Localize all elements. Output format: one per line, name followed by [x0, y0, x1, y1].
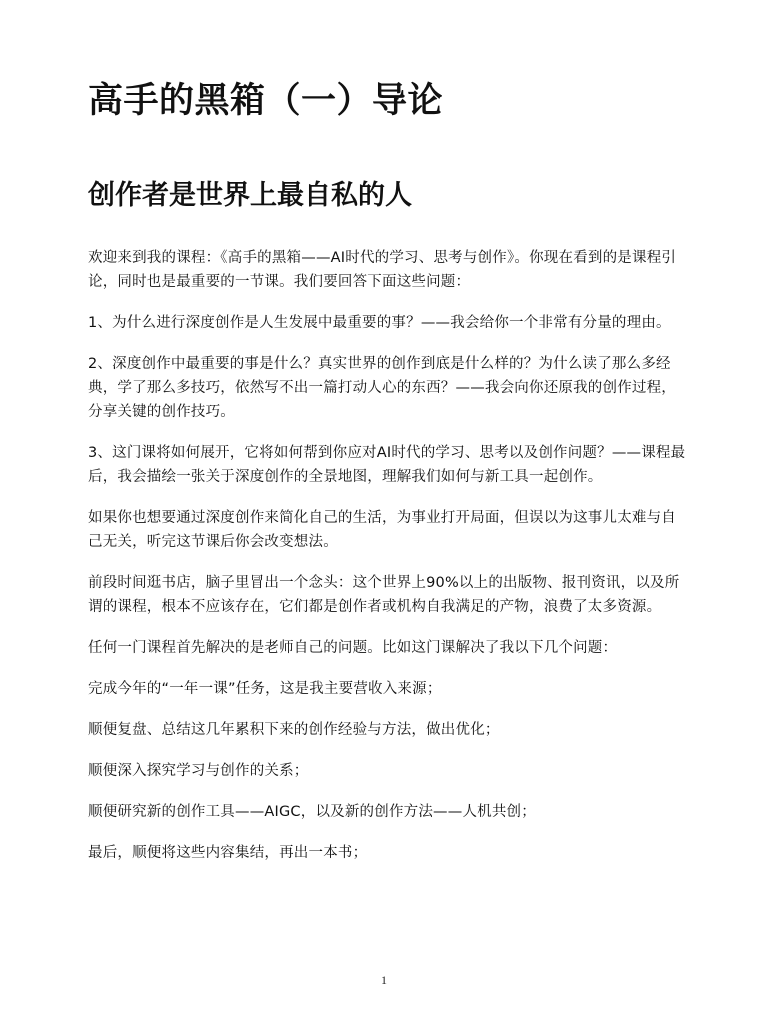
- list-item-aigc: 顺便研究新的创作工具——AIGC，以及新的创作方法——人机共创；: [88, 804, 536, 820]
- list-item-annual-course: 完成今年的“一年一课”任务，这是我主要营收入来源；: [88, 681, 442, 697]
- paragraph-question-2: 2、深度创作中最重要的事是什么？真实世界的创作到底是什么样的？为什么读了那么多经典，学了那么多技巧，依然写不出一篇打动人心的东西？——我会向你还原我的创作过程，分享关键的创作技巧。: [88, 356, 676, 420]
- paragraph-question-3: 3、这门课将如何展开，它将如何帮到你应对AI时代的学习、思考以及创作问题？——课程最后，我会描绘一张关于深度创作的全景地图，理解我们如何与新工具一起创作。: [88, 445, 686, 485]
- page-number: 1: [381, 973, 387, 987]
- paragraph-question-1: 1、为什么进行深度创作是人生发展中最重要的事？——我会给你一个非常有分量的理由。: [88, 315, 671, 331]
- list-item-book: 最后，顺便将这些内容集结，再出一本书；: [88, 845, 368, 861]
- paragraph-invitation: 如果你也想要通过深度创作来简化自己的生活，为事业打开局面，但误以为这事儿太难与自己无关，听完这节课后你会改变想法。: [88, 510, 676, 550]
- paragraph-bookstore: 前段时间逛书店，脑子里冒出一个念头：这个世界上90%以上的出版物、报刊资讯，以及所谓的课程，根本不应该存在，它们都是创作者或机构自我满足的产物，浪费了太多资源。: [88, 575, 680, 615]
- list-item-explore: 顺便深入探究学习与创作的关系；: [88, 763, 309, 779]
- page-content: [88, 76, 688, 882]
- body-text: [88, 246, 688, 865]
- section-heading: 创作者是世界上最自私的人: [88, 180, 412, 211]
- paragraph-intro: 欢迎来到我的课程：《高手的黑箱——AI时代的学习、思考与创作》。你现在看到的是课程引论，同时也是最重要的一节课。我们要回答下面这些问题：: [88, 250, 677, 290]
- document-title: 高手的黑箱（一）导论: [88, 81, 444, 121]
- list-item-review: 顺便复盘、总结这几年累积下来的创作经验与方法，做出优化；: [88, 722, 500, 738]
- paragraph-teacher-problem: 任何一门课程首先解决的是老师自己的问题。比如这门课解决了我以下几个问题：: [88, 640, 618, 656]
